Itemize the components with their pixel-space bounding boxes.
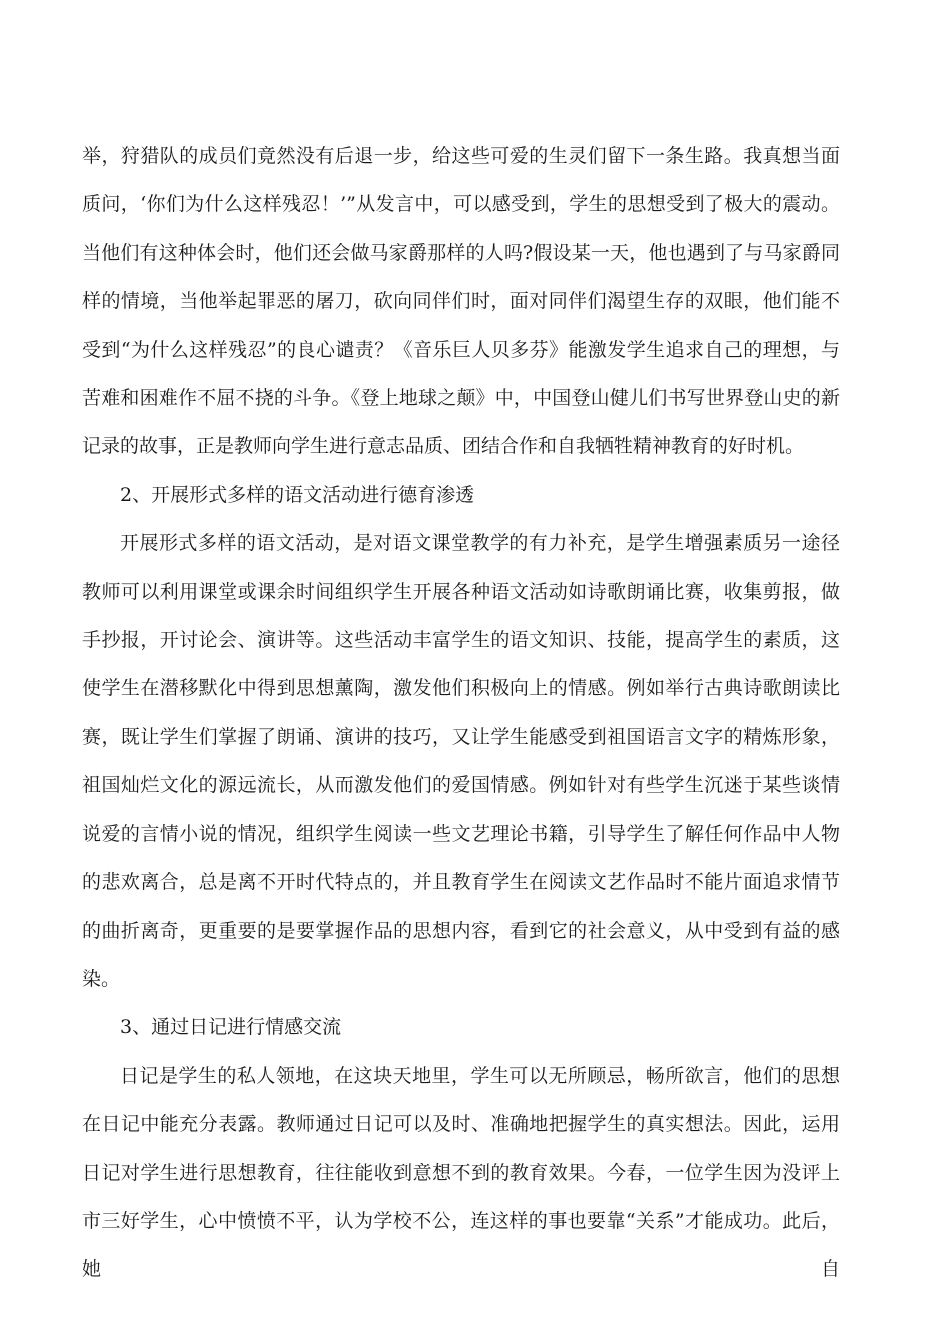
section-heading-2: 2、开展形式多样的语文活动进行德育渗透 bbox=[120, 483, 475, 506]
section-heading-3: 3、通过日记进行情感交流 bbox=[120, 1016, 342, 1039]
paragraph-diary: 日记是学生的私人领地，在这块天地里，学生可以无所顾忌，畅所欲言，他们的思想在日记中能充分表露。教师通过日记可以及时、准确地把握学生的真实想法。因此，运用日记对学生进行思想教育，往往能收到意想不到的教育效果。今春，一位学生因为没评上市三好学生，心中愤愤不平，认为学校不公，连这样的事也要靠“关系”才能成功。此后，她自 bbox=[82, 1064, 840, 1281]
paragraph-language-activities: 开展形式多样的语文活动，是对语文课堂教学的有力补充，是学生增强素质另一途径教师可以利用课堂或课余时间组织学生开展各种语文活动如诗歌朗诵比赛，收集剪报，做手抄报，开讨论会、演讲等。这些活动丰富学生的语文知识、技能，提高学生的素质，这使学生在潜移默化中得到思想薰陶，激发他们积极向上的情感。例如举行古典诗歌朗读比赛，既让学生们掌握了朗诵、演讲的技巧，又让学生能感受到祖国语言文字的精炼形象，祖国灿烂文化的源远流长，从而激发他们的爱国情感。例如针对有些学生沉迷于某些谈情说爱的言情小说的情况，组织学生阅读一些文艺理论书籍，引导学生了解任何作品中人物的悲欢离合，总是离不开时代特点的，并且教育学生在阅读文艺作品时不能片面追求情节的曲折离奇，更重要的是要掌握作品的思想内容，看到它的社会意义，从中受到有益的感染。 bbox=[82, 532, 840, 990]
document-body bbox=[82, 132, 840, 1294]
paragraph-continuation: 举，狩猎队的成员们竟然没有后退一步，给这些可爱的生灵们留下一条生路。我真想当面质问，‘你们为什么这样残忍！’”从发言中，可以感受到，学生的思想受到了极大的震动。当他们有这种体会时，他们还会做马家爵那样的人吗?假设某一天，他也遇到了与马家爵同样的情境，当他举起罪恶的屠刀，砍向同伴们时，面对同伴们渴望生存的双眼，他们能不受到“为什么这样残忍”的良心谴责？《音乐巨人贝多芬》能激发学生追求自己的理想，与苦难和困难作不屈不挠的斗争。《登上地球之颠》中，中国登山健儿们书写世界登山史的新记录的故事，正是教师向学生进行意志品质、团结合作和自我牺牲精神教育的好时机。 bbox=[82, 145, 840, 458]
